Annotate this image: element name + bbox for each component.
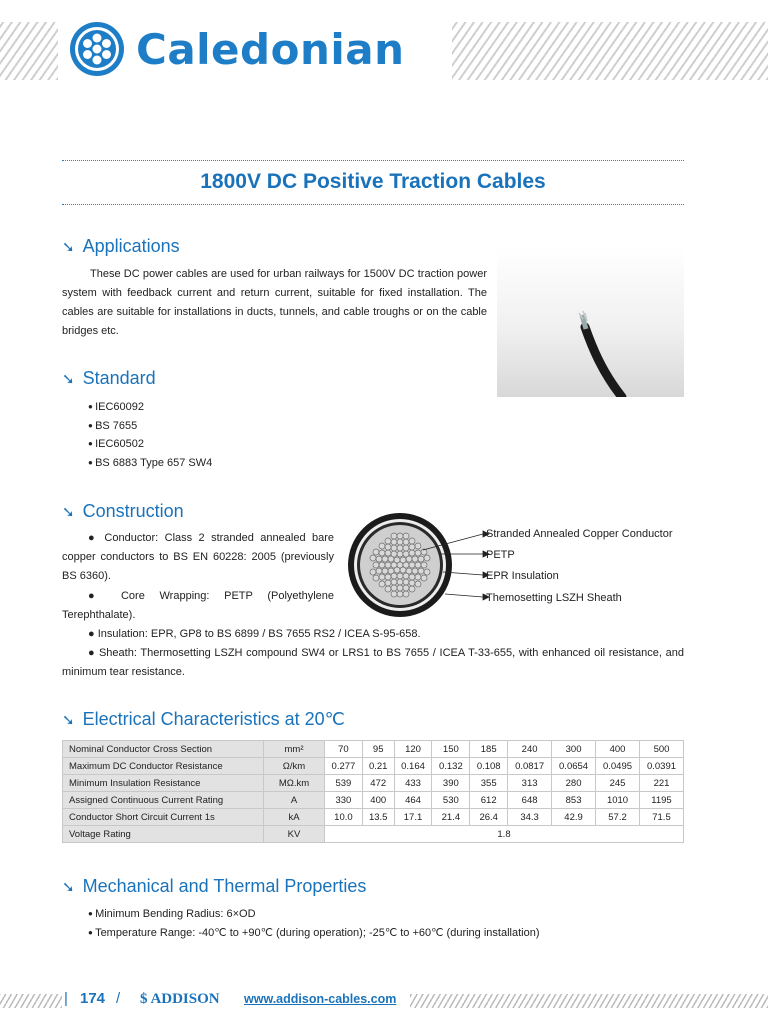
table-cell: 42.9 bbox=[552, 809, 596, 826]
table-cell: 400 bbox=[362, 792, 394, 809]
dollar-logo-icon: $ bbox=[140, 991, 148, 1007]
table-cell: 648 bbox=[508, 792, 552, 809]
table-cell: 390 bbox=[432, 775, 470, 792]
heading-arrow-icon: ➘ bbox=[62, 238, 75, 256]
table-cell: 400 bbox=[596, 741, 640, 758]
row-unit: mm² bbox=[264, 741, 325, 758]
table-cell: 240 bbox=[508, 741, 552, 758]
title-rule-top bbox=[62, 160, 684, 161]
footer-hatch-right bbox=[410, 994, 768, 1008]
table-cell: 280 bbox=[552, 775, 596, 792]
table-cell: 0.164 bbox=[394, 758, 432, 775]
table-cell: 221 bbox=[639, 775, 683, 792]
table-cell: 10.0 bbox=[325, 809, 363, 826]
construction-item-2: ● Core Wrapping: PETP (Polyethylene Terephthalate). bbox=[62, 590, 334, 621]
table-cell: 612 bbox=[470, 792, 508, 809]
footer-brand: $ ADDISON bbox=[140, 991, 220, 1007]
table-cell: 1010 bbox=[596, 792, 640, 809]
row-name: Nominal Conductor Cross Section bbox=[63, 741, 264, 758]
table-cell: 245 bbox=[596, 775, 640, 792]
row-name: Minimum Insulation Resistance bbox=[63, 775, 264, 792]
table-cell: 150 bbox=[432, 741, 470, 758]
table-cell: 0.0391 bbox=[639, 758, 683, 775]
cable-logo-icon bbox=[68, 20, 126, 78]
row-name: Assigned Continuous Current Rating bbox=[63, 792, 264, 809]
electrical-heading: ➘ Electrical Characteristics at 20℃ bbox=[62, 709, 345, 729]
table-cell: 0.108 bbox=[470, 758, 508, 775]
list-item: ● IEC60502 bbox=[88, 435, 212, 454]
table-cell: 500 bbox=[639, 741, 683, 758]
row-unit: KV bbox=[264, 826, 325, 843]
applications-text: These DC power cables are used for urban railways for 1500V DC traction power system with feedback current and return current, suitable for fixed installation. The cables are suitable for installations in ducts, tunnels, and cable troughs or on the cable bridges etc. bbox=[62, 268, 487, 337]
cable-photo bbox=[497, 247, 684, 397]
table-cell: 355 bbox=[470, 775, 508, 792]
header-hatch-right bbox=[452, 22, 768, 80]
table-cell: 95 bbox=[362, 741, 394, 758]
heading-arrow-icon: ➘ bbox=[62, 370, 75, 388]
list-item: ● Minimum Bending Radius: 6×OD bbox=[88, 905, 540, 924]
table-cell: 57.2 bbox=[596, 809, 640, 826]
table-cell: 530 bbox=[432, 792, 470, 809]
table-cell: 433 bbox=[394, 775, 432, 792]
heading-arrow-icon: ➘ bbox=[62, 503, 75, 521]
footer-hatch-left bbox=[0, 994, 62, 1008]
heading-arrow-icon: ➘ bbox=[62, 878, 75, 896]
standard-list bbox=[88, 398, 212, 472]
table-cell: 0.132 bbox=[432, 758, 470, 775]
mechanical-heading: ➘ Mechanical and Thermal Properties bbox=[62, 876, 367, 896]
list-item: ● BS 6883 Type 657 SW4 bbox=[88, 454, 212, 473]
row-unit: kA bbox=[264, 809, 325, 826]
page-footer bbox=[0, 990, 768, 1012]
electrical-table bbox=[62, 740, 684, 843]
table-cell: 71.5 bbox=[639, 809, 683, 826]
diagram-label-petp: PETP bbox=[486, 549, 515, 561]
table-cell: 0.0495 bbox=[596, 758, 640, 775]
row-unit: Ω/km bbox=[264, 758, 325, 775]
cable-cross-section-diagram bbox=[335, 510, 680, 620]
list-item: ● IEC60092 bbox=[88, 398, 212, 417]
cable-image bbox=[497, 247, 684, 397]
table-cell: 472 bbox=[362, 775, 394, 792]
construction-heading: ➘ Construction bbox=[62, 501, 184, 521]
table-cell: 34.3 bbox=[508, 809, 552, 826]
table-cell: 70 bbox=[325, 741, 363, 758]
row-name: Conductor Short Circuit Current 1s bbox=[63, 809, 264, 826]
table-cell: 17.1 bbox=[394, 809, 432, 826]
row-unit: A bbox=[264, 792, 325, 809]
table-row bbox=[63, 792, 684, 809]
construction-item-4: ● Sheath: Thermosetting LSZH compound SW4 or LRS1 to BS 7655 / ICEA T-33-655, with enhanced oil resistance, and minimum tear resistance. bbox=[62, 647, 684, 678]
list-item: ● BS 7655 bbox=[88, 417, 212, 436]
table-row bbox=[63, 758, 684, 775]
table-cell: 0.21 bbox=[362, 758, 394, 775]
applications-heading: ➘ Applications bbox=[62, 236, 180, 256]
table-cell: 1195 bbox=[639, 792, 683, 809]
table-cell: 539 bbox=[325, 775, 363, 792]
standard-heading: ➘ Standard bbox=[62, 368, 156, 388]
table-row bbox=[63, 826, 684, 843]
table-cell: 13.5 bbox=[362, 809, 394, 826]
brand-logo bbox=[68, 20, 405, 78]
list-item: ● Temperature Range: -40℃ to +90℃ (during operation); -25℃ to +60℃ (during installation) bbox=[88, 924, 540, 943]
row-name: Maximum DC Conductor Resistance bbox=[63, 758, 264, 775]
diagram-label-sheath: Themosetting LSZH Sheath bbox=[486, 592, 622, 604]
table-row bbox=[63, 741, 684, 758]
title-rule-bottom bbox=[62, 204, 684, 205]
table-cell: 185 bbox=[470, 741, 508, 758]
table-cell: 1.8 bbox=[325, 826, 684, 843]
table-cell: 120 bbox=[394, 741, 432, 758]
table-cell: 0.0817 bbox=[508, 758, 552, 775]
mechanical-list bbox=[88, 905, 540, 942]
table-cell: 21.4 bbox=[432, 809, 470, 826]
header-hatch-left bbox=[0, 22, 58, 80]
footer-divider: / bbox=[116, 990, 121, 1007]
table-cell: 313 bbox=[508, 775, 552, 792]
diagram-label-insulation: EPR Insulation bbox=[486, 570, 559, 582]
table-cell: 300 bbox=[552, 741, 596, 758]
table-cell: 853 bbox=[552, 792, 596, 809]
diagram-label-conductor: Stranded Annealed Copper Conductor bbox=[486, 528, 673, 540]
construction-item-3: ● Insulation: EPR, GP8 to BS 6899 / BS 7655 RS2 / ICEA S-95-658. bbox=[88, 628, 421, 640]
page-title: 1800V DC Positive Traction Cables bbox=[200, 170, 546, 193]
row-unit: MΩ.km bbox=[264, 775, 325, 792]
page-number: 174 bbox=[80, 990, 106, 1007]
table-cell: 330 bbox=[325, 792, 363, 809]
row-name: Voltage Rating bbox=[63, 826, 264, 843]
table-row bbox=[63, 809, 684, 826]
table-cell: 26.4 bbox=[470, 809, 508, 826]
heading-arrow-icon: ➘ bbox=[62, 711, 75, 729]
table-cell: 0.0654 bbox=[552, 758, 596, 775]
footer-url-link[interactable]: www.addison-cables.com bbox=[244, 992, 397, 1006]
footer-divider: | bbox=[64, 990, 68, 1007]
brand-name: Caledonian bbox=[136, 24, 405, 74]
table-cell: 0.277 bbox=[325, 758, 363, 775]
construction-item-1: ● Conductor: Class 2 stranded annealed bare copper conductors to BS EN 60228: 2005 (previously BS 6360). bbox=[62, 532, 334, 582]
table-row bbox=[63, 775, 684, 792]
table-cell: 464 bbox=[394, 792, 432, 809]
